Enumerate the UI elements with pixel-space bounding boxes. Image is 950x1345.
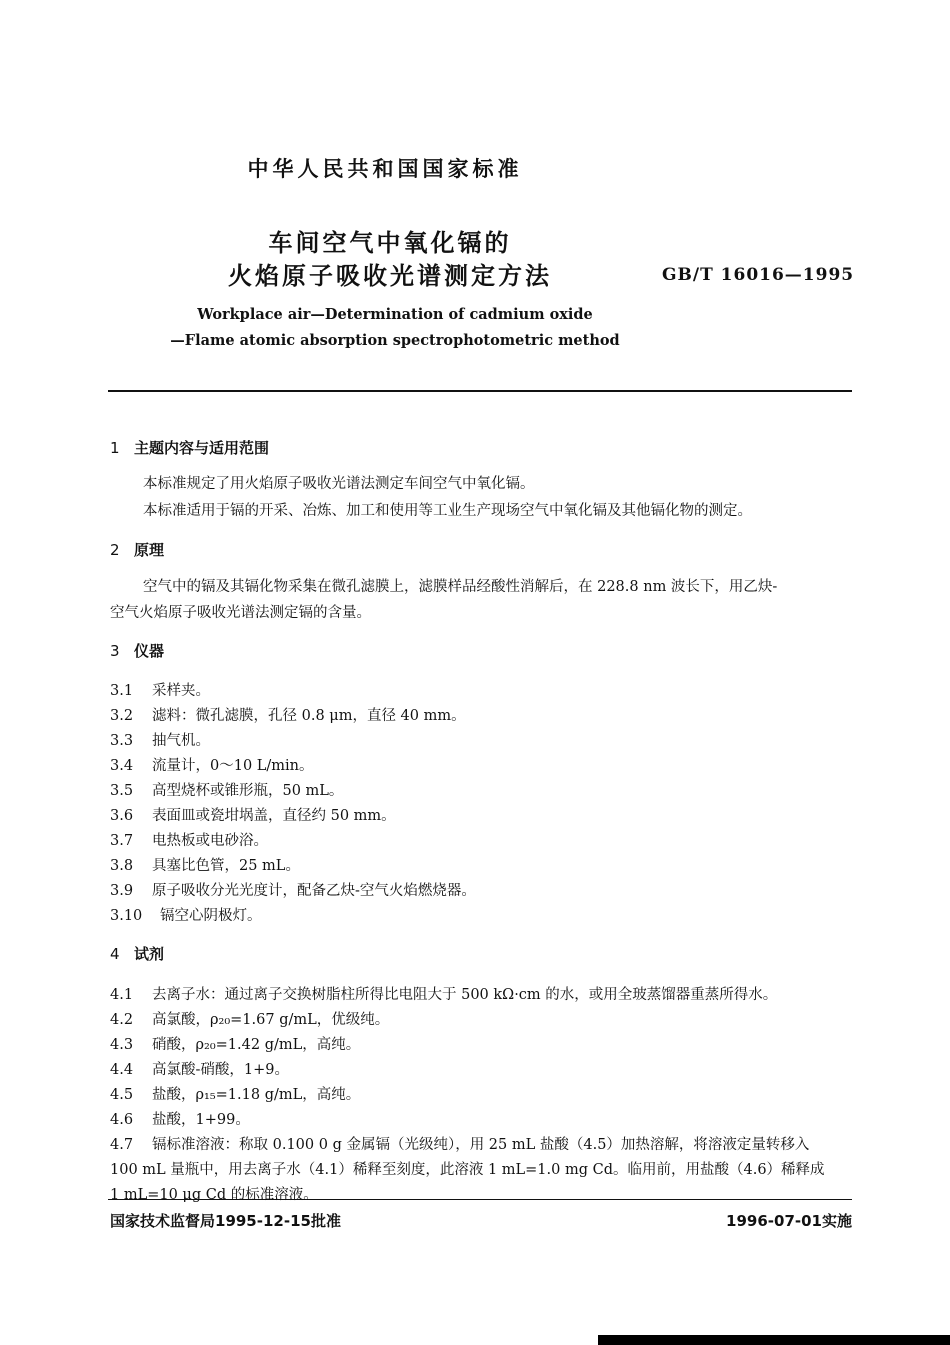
english-title-line2: —Flame atomic absorption spectrophotometric method (170, 332, 620, 349)
list-item-text: 镉标准溶液：称取 0.100 0 g 金属镉（光级纯），用 25 mL 盐酸（4.5）加热溶解，将溶液定量转移入 (152, 1137, 810, 1153)
section-2-number: 2 (110, 541, 120, 559)
list-item (110, 983, 777, 1004)
list-item-number: 3.3 (110, 733, 134, 749)
section-2-heading (110, 539, 164, 560)
list-item (110, 704, 466, 725)
list-item-number: 4.5 (110, 1087, 134, 1103)
list-item (110, 829, 268, 850)
list-item (110, 779, 343, 800)
list-item-text: 去离子水：通过离子交换树脂柱所得比电阻大于 500 kΩ·cm 的水，或用全玻蒸馏器重蒸所得水。 (152, 987, 778, 1003)
list-item-4-7-line2: 100 mL 量瓶中，用去离子水（4.1）稀释至刻度，此溶液 1 mL=1.0 mg Cd。临用前，用盐酸（4.6）稀释成 (110, 1162, 825, 1178)
header-divider (108, 390, 852, 392)
list-item-4-7-line3: 1 mL=10 μg Cd 的标准溶液。 (110, 1187, 318, 1203)
section-1-heading (110, 437, 269, 458)
list-item-number: 4.2 (110, 1012, 134, 1028)
standard-number: GB/T 16016—1995 (662, 265, 855, 285)
list-item-text: 盐酸，ρ₁₅=1.18 g/mL，高纯。 (152, 1087, 361, 1103)
list-item-number: 4.4 (110, 1062, 134, 1078)
list-item-text: 滤料：微孔滤膜，孔径 0.8 μm，直径 40 mm。 (152, 708, 466, 724)
list-item-number: 3.10 (110, 908, 143, 924)
list-item-text: 高型烧杯或锥形瓶，50 mL。 (152, 783, 344, 799)
list-item-text: 流量计，0～10 L/min。 (152, 758, 314, 774)
list-item-4-7 (110, 1133, 809, 1154)
approval-date: 国家技术监督局1995-12-15批准 (110, 1212, 341, 1230)
list-item (110, 754, 314, 775)
list-item-number: 3.9 (110, 883, 134, 899)
list-item (110, 854, 300, 875)
list-item-number: 4.6 (110, 1112, 134, 1128)
list-item (110, 1108, 250, 1129)
list-item-text: 表面皿或瓷坩埚盖，直径约 50 mm。 (152, 808, 396, 824)
list-item-number: 4.7 (110, 1137, 134, 1153)
section-3-heading (110, 640, 164, 661)
standard-category-title: 中华人民共和国国家标准 (247, 157, 523, 181)
english-title-line1: Workplace air—Determination of cadmium oxide (197, 306, 593, 323)
list-item-text: 硝酸，ρ₂₀=1.42 g/mL，高纯。 (152, 1037, 361, 1053)
section-4-number: 4 (110, 945, 120, 963)
list-item-number: 4.1 (110, 987, 134, 1003)
list-item-text: 高氯酸，ρ₂₀=1.67 g/mL，优级纯。 (152, 1012, 390, 1028)
section-2-paragraph-line1: 空气中的镉及其镉化物采集在微孔滤膜上，滤膜样品经酸性消解后，在 228.8 nm 波长下，用乙炔- (143, 579, 778, 595)
section-4-title: 试剂 (134, 945, 165, 963)
document-title-line1: 车间空气中氧化镉的 (268, 229, 512, 257)
list-item-number: 3.2 (110, 708, 134, 724)
list-item (110, 804, 396, 825)
list-item-number: 3.5 (110, 783, 134, 799)
effective-date: 1996-07-01实施 (726, 1212, 852, 1230)
list-item (110, 679, 210, 700)
section-3-number: 3 (110, 642, 120, 660)
list-item (110, 1008, 389, 1029)
list-item-number: 4.3 (110, 1037, 134, 1053)
list-item-text: 抽气机。 (152, 733, 210, 749)
scan-edge-bar (598, 1335, 950, 1345)
list-item-number: 3.7 (110, 833, 134, 849)
list-item-number: 3.8 (110, 858, 134, 874)
list-item-text: 镉空心阴极灯。 (160, 908, 262, 924)
list-item-text: 原子吸收分光光度计，配备乙炔-空气火焰燃烧器。 (152, 883, 476, 899)
list-item (110, 729, 210, 750)
section-3-title: 仪器 (134, 642, 165, 660)
section-2-title: 原理 (134, 541, 165, 559)
list-item-number: 3.6 (110, 808, 134, 824)
list-item (110, 1033, 360, 1054)
section-1-title: 主题内容与适用范围 (134, 439, 270, 457)
list-item-number: 3.4 (110, 758, 134, 774)
list-item (110, 879, 476, 900)
footer-divider (108, 1199, 852, 1200)
section-1-number: 1 (110, 439, 120, 457)
section-1-paragraph-1: 本标准规定了用火焰原子吸收光谱法测定车间空气中氧化镉。 (143, 476, 535, 492)
document-title-line2: 火焰原子吸收光谱测定方法 (228, 262, 552, 290)
list-item-text: 电热板或电砂浴。 (152, 833, 268, 849)
section-1-paragraph-2: 本标准适用于镉的开采、冶炼、加工和使用等工业生产现场空气中氧化镉及其他镉化物的测定。 (143, 503, 752, 519)
section-2-paragraph-line2: 空气火焰原子吸收光谱法测定镉的含量。 (110, 605, 371, 621)
list-item (110, 1083, 360, 1104)
list-item-text: 采样夹。 (152, 683, 210, 699)
list-item-text: 具塞比色管，25 mL。 (152, 858, 300, 874)
list-item (110, 904, 262, 925)
list-item-text: 盐酸，1+99。 (152, 1112, 250, 1128)
section-4-heading (110, 943, 164, 964)
list-item (110, 1058, 289, 1079)
list-item-text: 高氯酸-硝酸，1+9。 (152, 1062, 289, 1078)
list-item-number: 3.1 (110, 683, 134, 699)
